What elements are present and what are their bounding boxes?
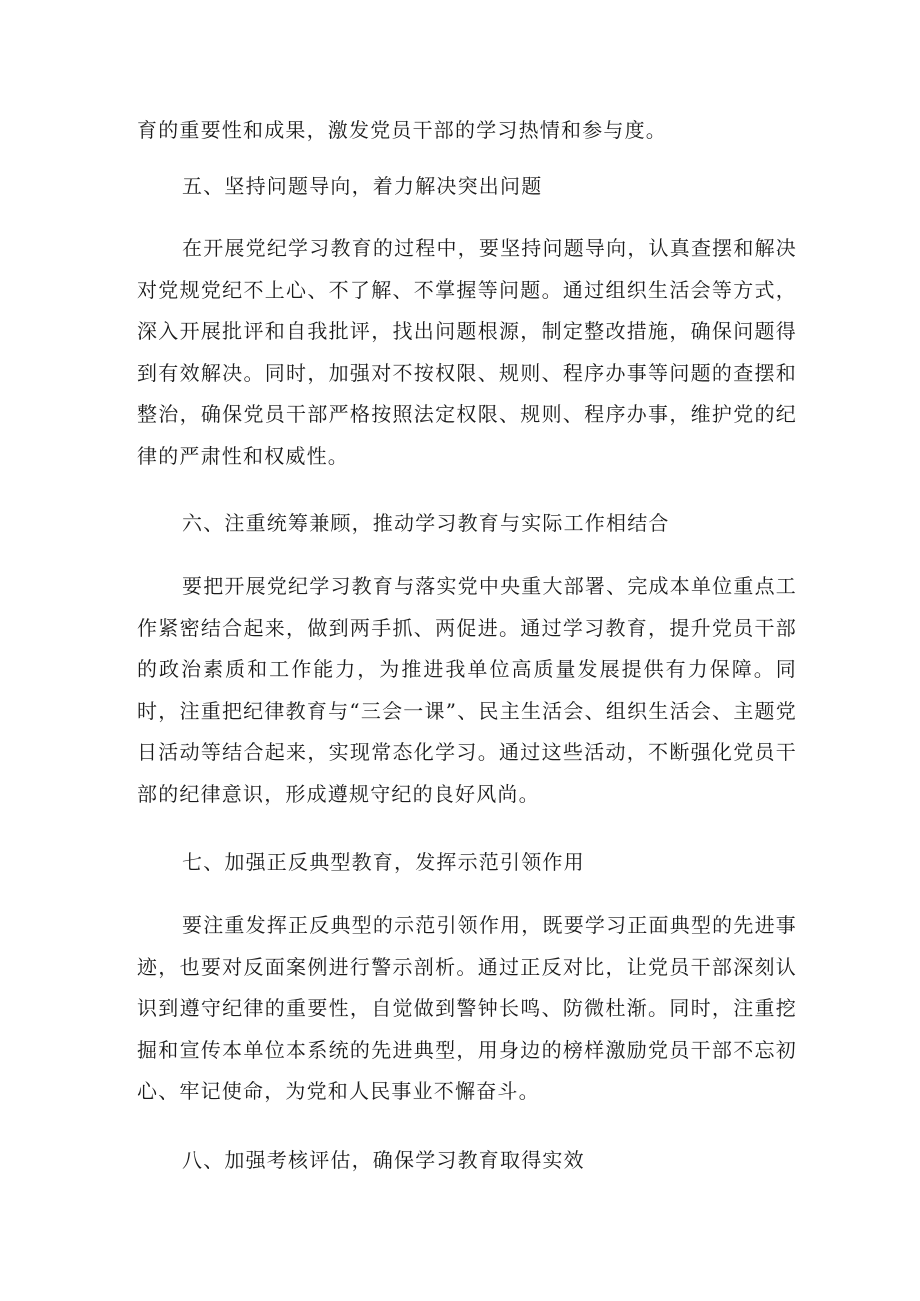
paragraph-continuation: 育的重要性和成果，激发党员干部的学习热情和参与度。 (137, 118, 667, 142)
section-heading-6: 六、注重统筹兼顾，推动学习教育与实际工作相结合 (182, 511, 670, 535)
section-5-paragraph: 在开展党纪学习教育的过程中，要坚持问题导向，认真查摆和解决对党规党纪不上心、不了解、不掌握等问题。通过组织生活会等方式，深入开展批评和自我批评，找出问题根源，制定整改措施，确保问题得到有效解决。同时，加强对不按权限、规则、程序办事等问题的查摆和整治，确保党员干部严格按照法定权限、规则、程序办事，维护党的纪律的严肃性和权威性。 (137, 236, 797, 468)
section-heading-8: 八、加强考核评估，确保学习教育取得实效 (182, 1148, 585, 1172)
section-7-paragraph: 要注重发挥正反典型的示范引领作用，既要学习正面典型的先进事迹，也要对反面案例进行警示剖析。通过正反对比，让党员干部深刻认识到遵守纪律的重要性，自觉做到警钟长鸣、防微杜渐。同时，注重挖掘和宣传本单位本系统的先进典型，用身边的榜样激励党员干部不忘初心、牢记使命，为党和人民事业不懈奋斗。 (137, 913, 797, 1103)
section-heading-5: 五、坚持问题导向，着力解决突出问题 (182, 174, 543, 198)
section-6-paragraph: 要把开展党纪学习教育与落实党中央重大部署、完成本单位重点工作紧密结合起来，做到两手抓、两促进。通过学习教育，提升党员干部的政治素质和工作能力，为推进我单位高质量发展提供有力保障。同时，注重把纪律教育与“三会一课”、民主生活会、组织生活会、主题党日活动等结合起来，实现常态化学习。通过这些活动，不断强化党员干部的纪律意识，形成遵规守纪的良好风尚。 (137, 574, 797, 806)
section-heading-7: 七、加强正反典型教育，发挥示范引领作用 (182, 850, 585, 874)
